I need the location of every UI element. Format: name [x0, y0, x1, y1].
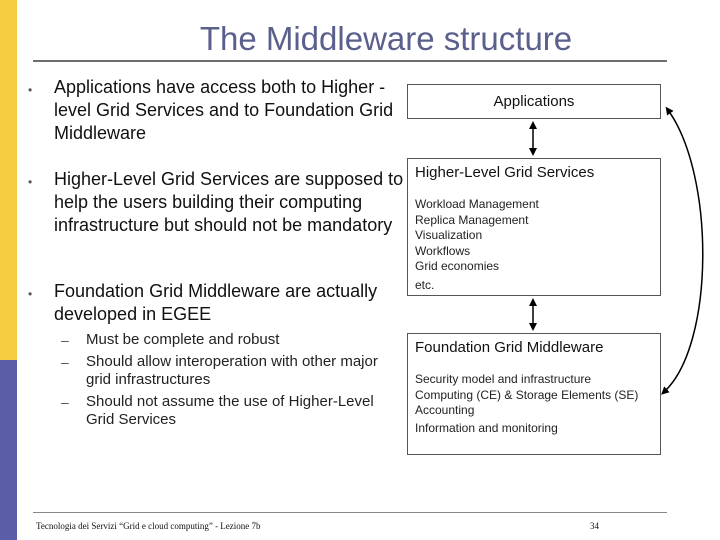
dash-icon: –	[61, 354, 69, 370]
sub-bullet-text: Should not assume the use of Higher-Level Grid Services	[86, 393, 374, 428]
foundation-title: Foundation Grid Middleware	[415, 339, 604, 356]
bullet-dot-icon: •	[28, 83, 33, 97]
applications-label: Applications	[493, 93, 575, 110]
page-number: 34	[590, 521, 599, 531]
footer-divider	[33, 512, 667, 513]
higher-level-title: Higher-Level Grid Services	[415, 164, 595, 181]
slide-title: The Middleware structure	[199, 20, 573, 57]
curved-double-arrow-icon	[664, 110, 703, 392]
list-item: Replica Management	[415, 212, 529, 227]
list-item: Information and monitoring	[415, 420, 558, 435]
list-item: Workload Management	[415, 197, 539, 211]
sub-bullet-text: Should allow interoperation with other major grid infrastructures	[86, 353, 378, 388]
bullet-dot-icon: •	[28, 175, 33, 189]
list-item: Accounting	[415, 403, 475, 417]
list-item: Grid economies	[415, 259, 500, 273]
bullet-text: Foundation Grid Middleware are actually developed in EGEE	[54, 281, 378, 324]
list-item: Visualization	[415, 228, 483, 242]
list-item: etc.	[415, 277, 435, 292]
list-item: Security model and infrastructure	[415, 372, 592, 386]
bullet-text: Applications have access both to Higher -level Grid Services and to Foundation Grid Middleware	[54, 77, 394, 143]
sub-bullet-text: Must be complete and robust	[86, 331, 280, 348]
dash-icon: –	[61, 394, 69, 410]
footer-course-label: Tecnologia dei Servizi “Grid e cloud computing” - Lezione 7b	[36, 521, 261, 531]
dash-icon: –	[61, 332, 69, 348]
bullet-text: Higher-Level Grid Services are supposed to help the users building their computing infrastructure but should not be mandatory	[54, 169, 404, 235]
list-item: Workflows	[415, 243, 471, 258]
list-item: Computing (CE) & Storage Elements (SE)	[415, 387, 639, 402]
bullet-dot-icon: •	[28, 287, 33, 301]
